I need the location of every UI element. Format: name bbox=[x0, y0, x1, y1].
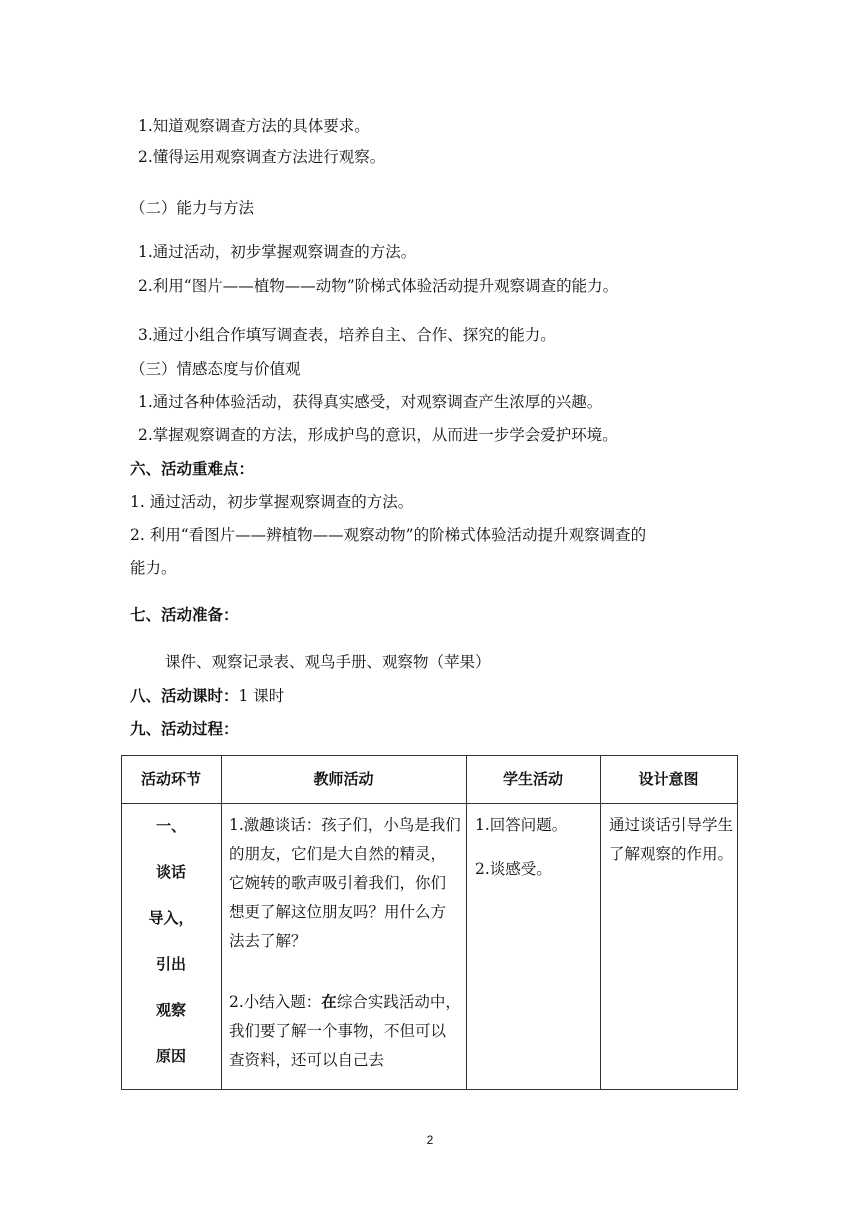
key-point-1: 1. 通过活动，初步掌握观察调查的方法。 bbox=[130, 493, 414, 511]
teacher-activity-1: 1.激趣谈话：孩子们，小鸟是我们的朋友，它们是大自然的精灵，它婉转的歌声吸引着我们，你们想更了解这位朋友吗？用什么方法去了解？ bbox=[229, 816, 461, 950]
emotion-heading: （三）情感态度与价值观 bbox=[130, 360, 301, 378]
design-intent: 通过谈话引导学生了解观察的作用。 bbox=[609, 816, 734, 863]
header-teacher: 教师活动 bbox=[313, 770, 374, 788]
class-hours-heading: 八、活动课时： bbox=[130, 687, 239, 705]
ability-heading: （二）能力与方法 bbox=[130, 199, 255, 217]
stage-line-2: 谈话 bbox=[155, 863, 186, 881]
class-hours-value: 1 课时 bbox=[238, 687, 285, 705]
key-point-2-cont: 能力。 bbox=[130, 559, 177, 577]
objective-ability-3: 3.通过小组合作填写调查表，培养自主、合作、探究的能力。 bbox=[138, 326, 556, 344]
objective-ability-2: 2.利用“图片——植物——动物”阶梯式体验活动提升观察调查的能力。 bbox=[138, 277, 619, 295]
student-activity-1: 1.回答问题。 bbox=[475, 816, 568, 834]
objective-ability-1: 1.通过活动，初步掌握观察调查的方法。 bbox=[138, 243, 417, 261]
objective-emotion-2: 2.掌握观察调查的方法，形成护鸟的意识，从而进一步学会爱护环境。 bbox=[138, 426, 618, 444]
teacher-activity-2 bbox=[229, 987, 461, 1075]
stage-line-5: 观察 bbox=[155, 1001, 186, 1019]
stage-line-1: 一、 bbox=[155, 817, 186, 835]
objective-emotion-1: 1.通过各种体验活动，获得真实感受，对观察调查产生浓厚的兴趣。 bbox=[138, 393, 603, 411]
stage-line-4: 引出 bbox=[155, 955, 186, 973]
process-heading: 九、活动过程： bbox=[130, 720, 239, 738]
preparation-content: 课件、观察记录表、观鸟手册、观察物（苹果） bbox=[165, 653, 491, 671]
key-point-2: 2. 利用“看图片——辨植物——观察动物”的阶梯式体验活动提升观察调查的 bbox=[130, 526, 647, 544]
process-table bbox=[121, 755, 738, 1090]
stage-line-6: 原因 bbox=[155, 1047, 186, 1065]
header-intent: 设计意图 bbox=[638, 770, 699, 788]
class-hours bbox=[130, 686, 284, 706]
header-student: 学生活动 bbox=[502, 770, 563, 788]
header-stage: 活动环节 bbox=[140, 770, 201, 788]
preparation-heading: 七、活动准备： bbox=[130, 606, 239, 624]
page-number: 2 bbox=[426, 1133, 434, 1147]
teacher-activity-2-bold: 在 bbox=[321, 992, 337, 1011]
teacher-activity-2-prefix: 2.小结入题： bbox=[229, 993, 322, 1011]
objective-knowledge-2: 2.懂得运用观察调查方法进行观察。 bbox=[138, 148, 386, 166]
key-points-heading: 六、活动重难点： bbox=[130, 460, 255, 478]
teacher-activity-2-rest: 综合实践活动中，我们要了解一个事物，不但可以查资料，还可以自己去 bbox=[229, 993, 461, 1069]
stage-line-3: 导入， bbox=[148, 909, 194, 927]
objective-knowledge-1: 1.知道观察调查方法的具体要求。 bbox=[138, 117, 370, 135]
student-activity-2: 2.谈感受。 bbox=[475, 860, 552, 878]
